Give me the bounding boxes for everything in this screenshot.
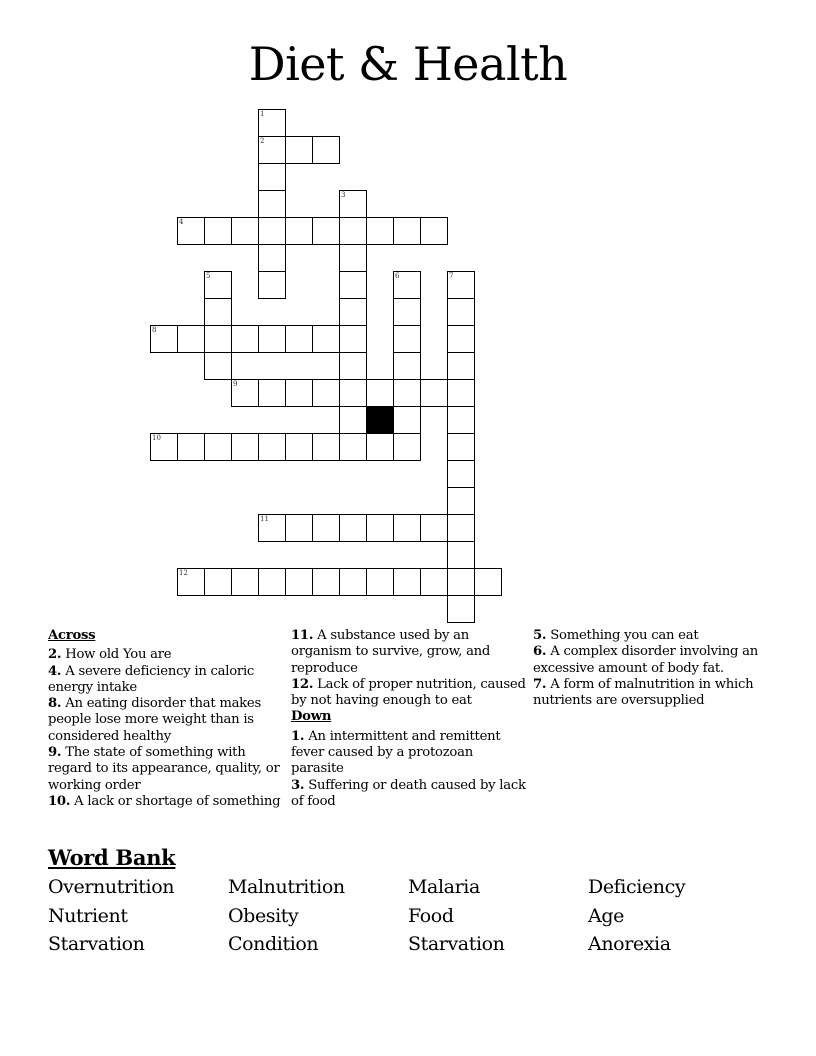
grid-cell[interactable]	[231, 325, 259, 353]
grid-cell[interactable]	[150, 325, 178, 353]
grid-cell[interactable]	[231, 217, 259, 245]
clue-number-label: 3	[341, 191, 346, 199]
grid-cell[interactable]	[447, 406, 475, 434]
grid-cell[interactable]	[285, 325, 313, 353]
grid-cell[interactable]	[339, 406, 367, 434]
grid-cell[interactable]	[393, 217, 421, 245]
clue-number: 7.	[533, 676, 547, 692]
grid-cell[interactable]	[339, 271, 367, 299]
grid-cell[interactable]	[447, 541, 475, 569]
clue-text: A form of malnutrition in which nutrients are oversupplied	[533, 676, 754, 709]
clue-number-label: 10	[152, 434, 161, 442]
word-bank-item: Starvation	[48, 933, 145, 955]
grid-cell[interactable]	[258, 217, 286, 245]
grid-cell[interactable]	[258, 379, 286, 407]
grid-cell[interactable]	[366, 514, 394, 542]
clue-text: A lack or shortage of something	[74, 793, 281, 809]
grid-cell[interactable]	[447, 379, 475, 407]
clue-across-4	[48, 664, 283, 697]
word-bank-item: Food	[408, 904, 454, 927]
clue-number: 11.	[291, 628, 314, 643]
grid-cell[interactable]	[177, 325, 205, 353]
clue-number: 10.	[48, 793, 71, 809]
grid-cell[interactable]	[258, 163, 286, 191]
word-bank-item: Obesity	[228, 904, 299, 927]
clue-text: An eating disorder that makes people lose more weight than is considered healthy	[48, 696, 261, 744]
grid-cell[interactable]	[177, 433, 205, 461]
grid-cell[interactable]	[258, 271, 286, 299]
grid-cell[interactable]	[285, 136, 313, 164]
grid-cell[interactable]	[339, 325, 367, 353]
grid-cell[interactable]	[312, 514, 340, 542]
grid-cell[interactable]	[447, 433, 475, 461]
page-title: Diet & Health	[248, 37, 568, 91]
grid-cell[interactable]	[258, 136, 286, 164]
word-bank-item: Deficiency	[588, 876, 686, 898]
grid-cell[interactable]	[204, 325, 232, 353]
clue-number: 12.	[291, 676, 314, 692]
clue-number-label: 4	[179, 218, 184, 226]
clue-number: 5.	[533, 628, 547, 643]
grid-cell[interactable]	[258, 514, 286, 542]
grid-cell[interactable]	[393, 568, 421, 596]
grid-cell[interactable]	[339, 352, 367, 380]
word-bank-title: Word Bank	[48, 845, 176, 870]
grid-cell[interactable]	[420, 568, 448, 596]
clue-across-12	[291, 677, 526, 710]
grid-cell[interactable]	[258, 433, 286, 461]
word-bank-item: Overnutrition	[48, 876, 175, 898]
clue-number-label: 11	[260, 515, 269, 523]
clue-number: 8.	[48, 696, 62, 712]
grid-cell[interactable]	[258, 109, 286, 137]
clues-column-1	[48, 628, 283, 810]
clue-text: Lack of proper nutrition, caused by not having enough to eat	[291, 676, 526, 709]
clue-number-label: 2	[260, 137, 265, 145]
grid-cell[interactable]	[285, 379, 313, 407]
clue-number: 1.	[291, 728, 305, 744]
grid-cell[interactable]	[285, 514, 313, 542]
grid-cell[interactable]	[447, 595, 475, 623]
grid-cell[interactable]	[447, 325, 475, 353]
word-bank-item: Malnutrition	[228, 876, 345, 898]
clue-number-label: 1	[260, 110, 265, 118]
grid-cell[interactable]	[393, 514, 421, 542]
word-bank	[48, 873, 788, 959]
grid-cell[interactable]	[339, 298, 367, 326]
grid-cell[interactable]	[393, 298, 421, 326]
grid-cell[interactable]	[258, 190, 286, 218]
grid-cell[interactable]	[150, 433, 178, 461]
clue-number-label: 5	[206, 272, 211, 280]
grid-cell[interactable]	[204, 352, 232, 380]
grid-cell[interactable]	[339, 244, 367, 272]
grid-cell[interactable]	[204, 298, 232, 326]
clue-number: 9.	[48, 745, 62, 761]
clue-number: 2.	[48, 647, 62, 663]
grid-cell[interactable]	[339, 217, 367, 245]
grid-cell[interactable]	[285, 217, 313, 245]
grid-cell[interactable]	[312, 136, 340, 164]
clue-down-3	[291, 778, 526, 811]
grid-cell[interactable]	[339, 568, 367, 596]
word-bank-item: Anorexia	[588, 933, 671, 955]
grid-cell[interactable]	[447, 460, 475, 488]
grid-cell[interactable]	[393, 271, 421, 299]
grid-cell[interactable]	[339, 190, 367, 218]
grid-cell[interactable]	[285, 568, 313, 596]
grid-cell[interactable]	[258, 244, 286, 272]
grid-cell[interactable]	[177, 568, 205, 596]
clue-text: The state of something with regard to its appearance, quality, or working order	[48, 745, 280, 793]
grid-cell[interactable]	[177, 217, 205, 245]
grid-cell[interactable]	[420, 217, 448, 245]
grid-cell[interactable]	[339, 514, 367, 542]
clue-number-label: 8	[152, 326, 157, 334]
grid-cell[interactable]	[447, 487, 475, 515]
word-bank-item: Age	[588, 904, 624, 927]
clue-number-label: 7	[449, 272, 454, 280]
grid-cell[interactable]	[366, 568, 394, 596]
grid-cell[interactable]	[393, 352, 421, 380]
clue-text: A severe deficiency in caloric energy intake	[48, 663, 255, 695]
clue-text: A substance used by an organism to survive, grow, and reproduce	[291, 628, 491, 676]
grid-block-cell	[366, 406, 394, 434]
grid-cell[interactable]	[204, 217, 232, 245]
grid-cell[interactable]	[312, 379, 340, 407]
grid-cell[interactable]	[393, 379, 421, 407]
word-bank-item: Malaria	[408, 876, 480, 898]
grid-cell[interactable]	[393, 325, 421, 353]
clue-text: How old You are	[65, 647, 172, 663]
clue-down-7	[533, 677, 773, 710]
grid-cell[interactable]	[447, 514, 475, 542]
clue-number: 3.	[291, 777, 305, 793]
grid-cell[interactable]	[366, 433, 394, 461]
word-bank-item: Starvation	[408, 933, 505, 955]
clue-number-label: 12	[179, 569, 188, 577]
grid-cell[interactable]	[420, 379, 448, 407]
clue-text: A complex disorder involving an excessive amount of body fat.	[533, 644, 759, 676]
grid-cell[interactable]	[366, 379, 394, 407]
grid-cell[interactable]	[231, 379, 259, 407]
clue-text: Suffering or death caused by lack of food	[291, 777, 526, 809]
clue-across-2	[48, 647, 283, 663]
clue-across-9	[48, 745, 283, 794]
grid-cell[interactable]	[312, 217, 340, 245]
grid-cell[interactable]	[447, 298, 475, 326]
word-bank-item: Condition	[228, 933, 319, 955]
across-heading: Across	[48, 628, 96, 643]
clue-across-11	[291, 628, 526, 677]
grid-cell[interactable]	[420, 514, 448, 542]
grid-cell[interactable]	[393, 406, 421, 434]
clue-number: 6.	[533, 644, 547, 660]
clue-number-label: 6	[395, 272, 400, 280]
grid-cell[interactable]	[204, 568, 232, 596]
grid-cell[interactable]	[258, 568, 286, 596]
grid-cell[interactable]	[447, 271, 475, 299]
grid-cell[interactable]	[231, 433, 259, 461]
clue-down-5	[533, 628, 773, 644]
grid-cell[interactable]	[339, 433, 367, 461]
grid-cell[interactable]	[474, 568, 502, 596]
clue-across-10	[48, 794, 283, 810]
grid-cell[interactable]	[285, 433, 313, 461]
grid-cell[interactable]	[447, 352, 475, 380]
crossword-grid	[151, 110, 511, 630]
grid-cell[interactable]	[231, 568, 259, 596]
clues-column-2	[291, 628, 526, 810]
word-bank-item: Nutrient	[48, 904, 128, 927]
grid-cell[interactable]	[258, 325, 286, 353]
grid-cell[interactable]	[393, 433, 421, 461]
grid-cell[interactable]	[366, 217, 394, 245]
clue-down-6	[533, 644, 773, 677]
grid-cell[interactable]	[312, 568, 340, 596]
clues-column-3	[533, 628, 773, 709]
clue-text: An intermittent and remittent fever caused by a protozoan parasite	[291, 728, 501, 777]
clue-down-1	[291, 729, 526, 778]
grid-cell[interactable]	[204, 271, 232, 299]
clue-number: 4.	[48, 663, 62, 679]
grid-cell[interactable]	[339, 379, 367, 407]
down-heading: Down	[291, 709, 332, 725]
clue-across-8	[48, 696, 283, 745]
grid-cell[interactable]	[312, 433, 340, 461]
clue-text: Something you can eat	[550, 628, 699, 643]
grid-cell[interactable]	[312, 325, 340, 353]
grid-cell[interactable]	[447, 568, 475, 596]
clue-number-label: 9	[233, 380, 238, 388]
grid-cell[interactable]	[204, 433, 232, 461]
